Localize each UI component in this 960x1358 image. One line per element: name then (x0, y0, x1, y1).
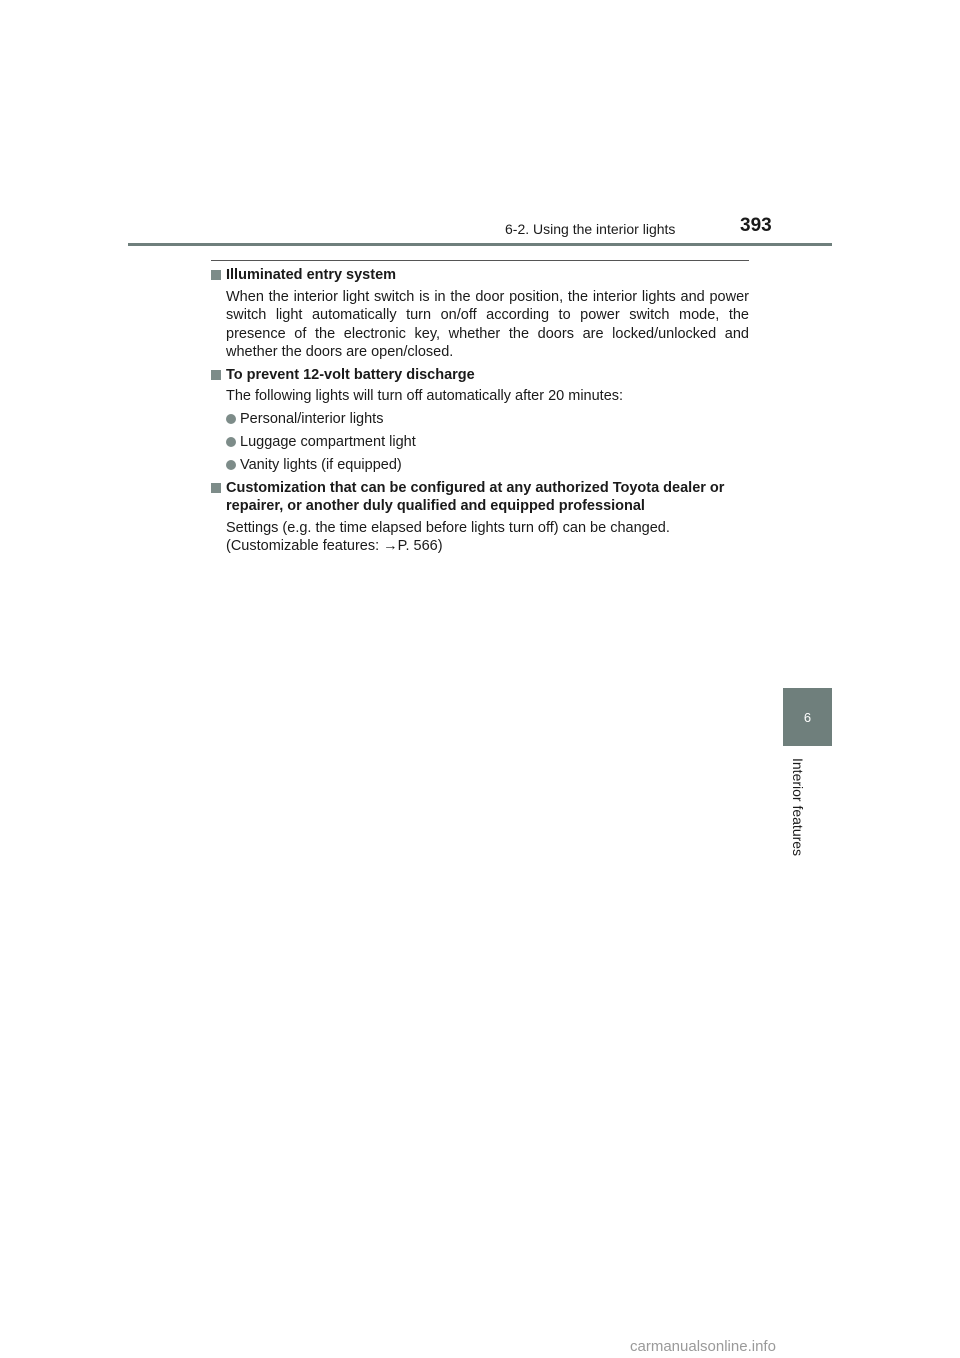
heading-text: To prevent 12-volt battery discharge (226, 366, 475, 383)
list-item-text: Luggage compartment light (240, 434, 416, 450)
square-bullet-icon (211, 270, 221, 280)
right-arrow-icon: → (383, 538, 398, 554)
section-illuminated-body: When the interior light switch is in the door position, the interior lights and power switch light automatically turn on/off according to power switch mode, the presence of the electronic key, whether the doors are locked/unlocked and whether the doors are open/closed. (226, 288, 749, 360)
body-line (226, 537, 749, 556)
chapter-number: 6 (803, 709, 812, 725)
chapter-title: Interior features (790, 758, 806, 857)
circle-bullet-icon (226, 437, 236, 447)
heading-text: Customization that can be configured at any authorized Toyota dealer or repairer, or another duly qualified and equipped professional (226, 479, 725, 514)
square-bullet-icon (211, 483, 221, 493)
page-reference-link[interactable]: P. 566) (397, 538, 443, 554)
body-line: Settings (e.g. the time elapsed before lights turn off) can be changed. (226, 519, 670, 536)
section-customization-heading (211, 479, 749, 516)
list-item (226, 410, 749, 429)
circle-bullet-icon (226, 460, 236, 470)
chapter-tab[interactable] (783, 688, 832, 746)
header-section-title: 6-2. Using the interior lights (505, 221, 676, 237)
section-illuminated-heading (211, 266, 749, 285)
section-battery-body: The following lights will turn off automatically after 20 minutes: (226, 388, 624, 404)
section-battery-heading (211, 366, 749, 385)
watermark: carmanualsonline.info (630, 1338, 776, 1355)
heading-text: Illuminated entry system (226, 267, 397, 283)
list-item-text: Vanity lights (if equipped) (240, 457, 402, 473)
bullet-list (226, 410, 749, 475)
section-rule (211, 260, 749, 261)
list-item (226, 456, 749, 475)
section-customization-body (226, 519, 749, 556)
list-item-text: Personal/interior lights (240, 411, 384, 427)
circle-bullet-icon (226, 414, 236, 424)
header-rule (128, 243, 832, 246)
page-content (211, 266, 749, 556)
body-line-prefix: (Customizable features: (226, 538, 384, 554)
square-bullet-icon (211, 370, 221, 380)
list-item (226, 433, 749, 452)
page-number: 393 (740, 215, 772, 236)
